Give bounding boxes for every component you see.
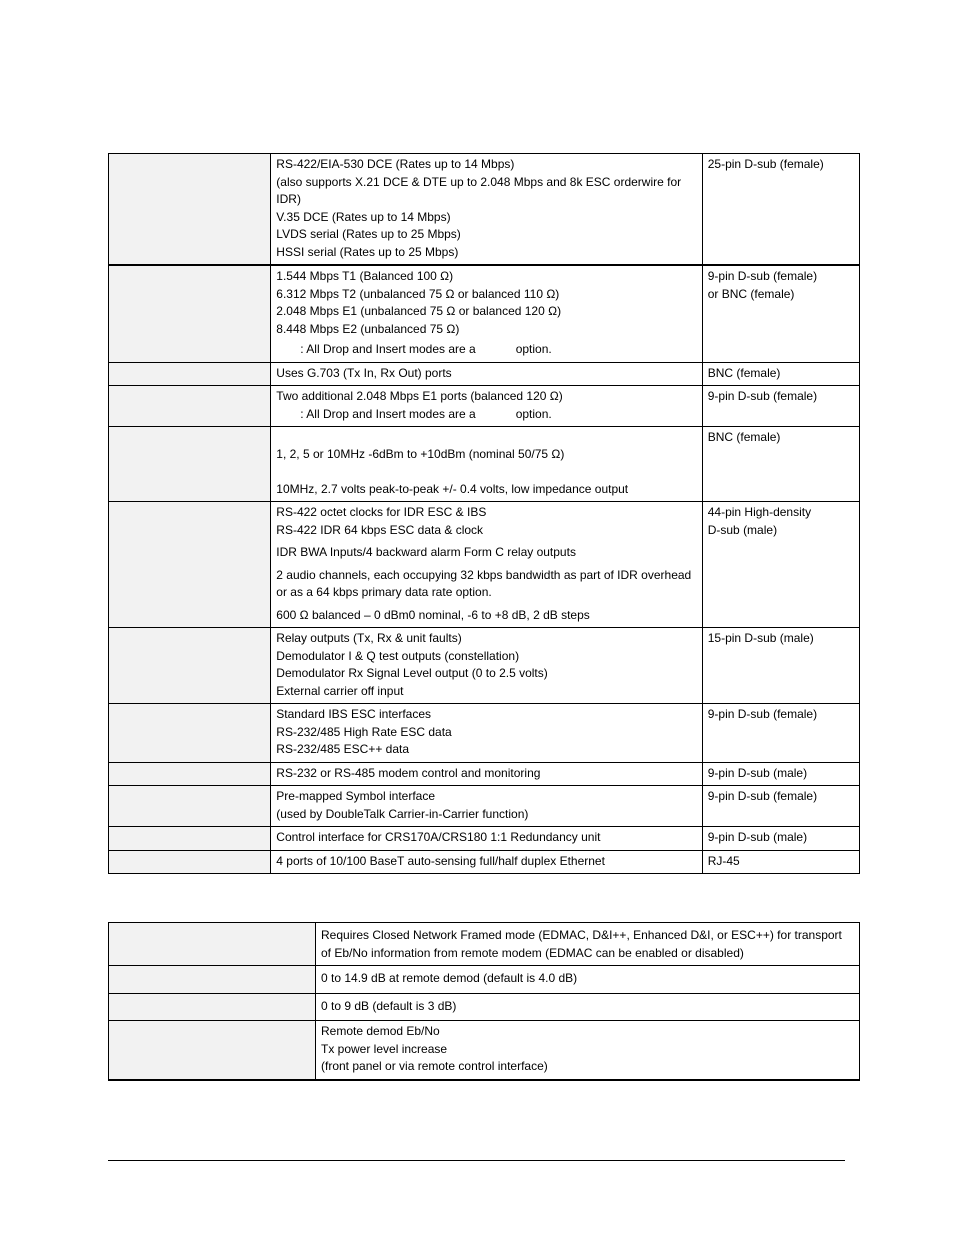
connector-cell: RJ-45 [702, 850, 859, 874]
description-cell: Control interface for CRS170A/CRS180 1:1 Redundancy unit [271, 827, 702, 851]
connector-cell: 44-pin High-density D-sub (male) [702, 502, 859, 628]
table-row [109, 923, 860, 966]
table-row [109, 502, 860, 628]
connector-cell: 9-pin D-sub (female) or BNC (female) [702, 265, 859, 362]
table-row [109, 966, 860, 994]
table-row [109, 154, 860, 266]
row-label-cell [109, 786, 271, 827]
description-cell: Remote demod Eb/No Tx power level increase (front panel or via remote control interface) [316, 1021, 860, 1080]
row-label-cell [109, 704, 271, 763]
table-row [109, 386, 860, 427]
table-row [109, 1021, 860, 1080]
connector-cell: 15-pin D-sub (male) [702, 628, 859, 704]
table-row [109, 786, 860, 827]
description-cell: 1, 2, 5 or 10MHz -6dBm to +10dBm (nominal 50/75 Ω) 10MHz, 2.7 volts peak-to-peak +/- 0.4 volts, low impedance output [271, 427, 702, 502]
description-cell: RS-232 or RS-485 modem control and monitoring [271, 762, 702, 786]
description-cell: 0 to 14.9 dB at remote demod (default is 4.0 dB) [316, 966, 860, 994]
connector-cell: 9-pin D-sub (female) [702, 786, 859, 827]
description-cell: Uses G.703 (Tx In, Rx Out) ports [271, 362, 702, 386]
table-row [109, 993, 860, 1021]
data-interfaces-table [108, 153, 860, 874]
row-label-cell [109, 265, 271, 362]
row-label-cell [109, 154, 271, 266]
table-row [109, 628, 860, 704]
row-label-cell [109, 1021, 316, 1080]
row-label-cell [109, 386, 271, 427]
description-cell: 0 to 9 dB (default is 3 dB) [316, 993, 860, 1021]
connector-cell: BNC (female) [702, 427, 859, 502]
note-text: : All Drop and Insert modes are a option. [300, 342, 552, 356]
row-label-cell [109, 850, 271, 874]
table-row [109, 427, 860, 502]
row-label-cell [109, 966, 316, 994]
row-label-cell [109, 427, 271, 502]
row-label-cell [109, 762, 271, 786]
connector-cell: 9-pin D-sub (male) [702, 762, 859, 786]
connector-cell: 9-pin D-sub (male) [702, 827, 859, 851]
description-cell: Requires Closed Network Framed mode (EDMAC, D&I++, Enhanced D&I, or ESC++) for transport of Eb/No information from remote modem (EDMAC can be enabled or disabled) [316, 923, 860, 966]
footer-rule [108, 1160, 845, 1161]
connector-cell: 9-pin D-sub (female) [702, 386, 859, 427]
row-label-cell [109, 502, 271, 628]
connector-cell: 9-pin D-sub (female) [702, 704, 859, 763]
description-cell: Relay outputs (Tx, Rx & unit faults) Demodulator I & Q test outputs (constellation) Demodulator Rx Signal Level output (0 to 2.5 volts) External carrier off input [271, 628, 702, 704]
table-row [109, 704, 860, 763]
description-cell: RS-422/EIA-530 DCE (Rates up to 14 Mbps) (also supports X.21 DCE & DTE up to 2.048 Mbps and 8k ESC orderwire for IDR) V.35 DCE (Rates up to 14 Mbps) LVDS serial (Rates up to 25 Mbps) HSSI serial (Rates up to 25 Mbps) [271, 154, 702, 266]
description-cell: Two additional 2.048 Mbps E1 ports (balanced 120 Ω) : All Drop and Insert modes are a option. [271, 386, 702, 427]
description-cell: Standard IBS ESC interfaces RS-232/485 High Rate ESC data RS-232/485 ESC++ data [271, 704, 702, 763]
connector-cell: BNC (female) [702, 362, 859, 386]
table-row [109, 265, 860, 362]
row-label-cell [109, 362, 271, 386]
table-row [109, 827, 860, 851]
note-text: : All Drop and Insert modes are a option. [300, 406, 552, 421]
table-row [109, 762, 860, 786]
description-cell: Pre-mapped Symbol interface (used by DoubleTalk Carrier-in-Carrier function) [271, 786, 702, 827]
description-cell: RS-422 octet clocks for IDR ESC & IBS RS-422 IDR 64 kbps ESC data & clock IDR BWA Inputs/4 backward alarm Form C relay outputs 2 audio channels, each occupying 32 kbps bandwidth as part of IDR overhead or as a 64 kbps primary data rate option. 600 Ω balanced – 0 dBm0 nominal, -6 to +8 dB, 2 dB steps [271, 502, 702, 628]
table-row [109, 362, 860, 386]
connector-cell: 25-pin D-sub (female) [702, 154, 859, 266]
row-label-cell [109, 923, 316, 966]
table-row [109, 850, 860, 874]
description-cell: 4 ports of 10/100 BaseT auto-sensing full/half duplex Ethernet [271, 850, 702, 874]
row-label-cell [109, 827, 271, 851]
aupc-table [108, 922, 860, 1081]
description-cell: 1.544 Mbps T1 (Balanced 100 Ω) 6.312 Mbps T2 (unbalanced 75 Ω or balanced 110 Ω) 2.048 Mbps E1 (unbalanced 75 Ω or balanced 120 Ω) 8.448 Mbps E2 (unbalanced 75 Ω) : All Drop and Insert modes are a option. [271, 265, 702, 362]
row-label-cell [109, 993, 316, 1021]
row-label-cell [109, 628, 271, 704]
